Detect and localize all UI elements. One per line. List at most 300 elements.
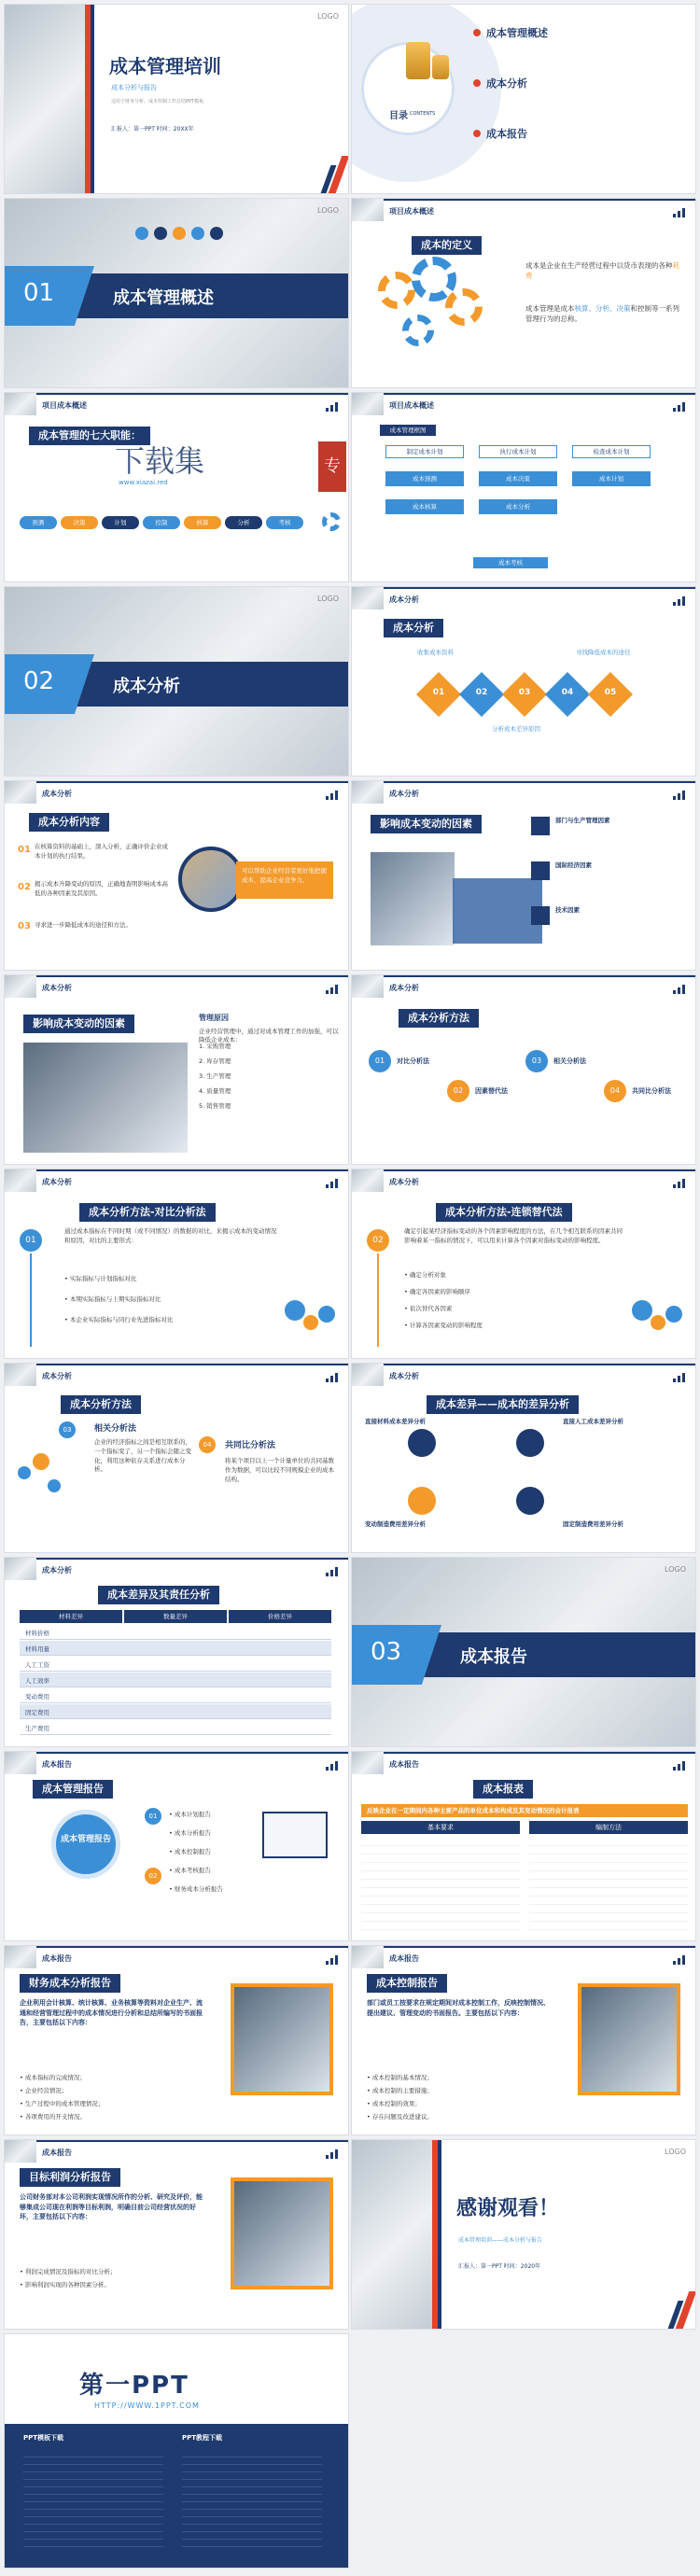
framework-col: 执行成本计划 [479, 445, 557, 458]
profit-bullet: • 利润完成情况及指标的对比分析； [20, 2268, 117, 2275]
report-line: • 成本考核报告 [169, 1867, 211, 1874]
method-num: 03 [525, 1050, 548, 1072]
slide-20-statements[interactable] [351, 1751, 696, 1941]
step-note-2: 寻找降低成本的途径 [576, 649, 631, 656]
cover-desc: 适用于财务分析、成本控制工作总结PPT模板 [111, 99, 204, 105]
toc-item-3[interactable]: 成本报告 [486, 128, 527, 140]
balloon-2 [651, 1315, 665, 1330]
brand-url[interactable]: HTTP://WWW.1PPT.COM [94, 2401, 200, 2410]
table-cell: 生产费用 [25, 1725, 49, 1732]
num-04: 04 [199, 1436, 216, 1453]
header-thumb [352, 781, 384, 804]
framework-cell: 成本预测 [385, 471, 464, 486]
function-step: 核算 [184, 516, 221, 529]
toc-label-en: CONTENTS [410, 111, 436, 117]
slide-header: 成本分析 [42, 984, 72, 992]
mgmt-line: 企业经营管理中，通过对成本管理工作的加强，可以降低企业成本： [199, 1028, 339, 1044]
table-cell: 材料用量 [25, 1645, 49, 1653]
slide-header: 成本分析 [389, 790, 419, 798]
right-head: 编制方法 [529, 1821, 688, 1834]
navy-stripe [438, 2140, 441, 2330]
control-badge: 成本控制报告 [367, 1974, 447, 1993]
slide-25-brand[interactable] [4, 2333, 349, 2569]
header-thumb [352, 393, 384, 415]
report-badge: 成本管理报告 [33, 1780, 113, 1799]
top-rule [5, 781, 348, 783]
top-rule [352, 199, 695, 201]
comparison-body: 通过成本指标在不同时期（或不同情况）的数据的对比，来揭示成本的变动情况和原因，对比的主要形式： [64, 1227, 277, 1244]
watermark-seal: 专业 [318, 441, 346, 492]
table-cell: 人工工资 [25, 1661, 49, 1669]
function-step: 预测 [20, 516, 57, 529]
balloon-1 [18, 1466, 31, 1479]
logo-text: LOGO [665, 2148, 686, 2156]
tablet-photo [23, 1043, 188, 1153]
analysis-badge: 成本分析 [384, 619, 443, 637]
col-a-title: PPT模板下载 [23, 2434, 64, 2442]
table-row [20, 1704, 331, 1719]
slide-header: 成本分析 [42, 1566, 72, 1575]
comparison-bullet: • 本企业实际指标与同行业先进指标对比 [64, 1316, 174, 1323]
header-thumb [352, 1169, 384, 1192]
top-rule [352, 393, 695, 395]
correlation-badge: 成本分析方法 [61, 1395, 141, 1414]
method-label: 共同比分析法 [632, 1087, 671, 1095]
balloon-1 [285, 1300, 305, 1321]
top-rule [5, 1169, 348, 1171]
slide-10-factors[interactable] [351, 780, 696, 971]
balloon-3 [665, 1306, 682, 1323]
step-num: 03 [518, 688, 531, 697]
slide-22-control[interactable] [351, 1945, 696, 2135]
method-2-desc: 将某个项目以上一个计量单位的共同基数作为数据，可以比较不同规模企业的成本结构。 [225, 1457, 334, 1483]
table-cell: 人工效率 [25, 1677, 49, 1685]
slide-header: 成本分析 [389, 595, 419, 604]
framework-cell: 成本核算 [385, 499, 464, 514]
bars-icon [326, 1373, 339, 1382]
header-thumb [352, 1364, 384, 1386]
slide-15-correlation[interactable] [4, 1363, 349, 1553]
slide-header: 成本分析 [389, 1372, 419, 1380]
tablet-photo [578, 1983, 680, 2095]
table-head: 价格差异 [229, 1610, 331, 1623]
thanks-subtitle: 成本管理培训——成本分析与报告 [458, 2237, 543, 2244]
logo-text: LOGO [317, 595, 339, 603]
logo-text: LOGO [317, 12, 339, 21]
top-rule [5, 393, 348, 395]
list-num-1: 01 [145, 1808, 161, 1825]
header-thumb [5, 1558, 36, 1580]
table-cell: 变动费用 [25, 1693, 49, 1701]
chart-icon [135, 227, 148, 240]
watermark-url: www.xiazai.red [119, 479, 168, 486]
financial-bullet: • 成本指标的完成情况； [20, 2074, 86, 2081]
chain-step: • 确定分析对象 [404, 1271, 446, 1279]
gear-icon-blue-2 [402, 315, 434, 346]
slide-5-functions[interactable] [4, 392, 349, 582]
num-03: 03 [59, 1421, 76, 1438]
balloon-3 [318, 1306, 335, 1323]
col-a-links[interactable] [23, 2450, 163, 2553]
header-thumb [352, 1752, 384, 1774]
section-title: 成本管理概述 [113, 288, 214, 308]
financial-body: 企业利用会计核算、统计核算、业务核算等资料对企业生产、流通和经营管理过程中的成本情况进行分析和总结所编写的书面报告，主要包括以下内容： [20, 1999, 203, 2026]
header-thumb [5, 1752, 36, 1774]
item-num-2: 02 [18, 882, 31, 892]
col-b-title: PPT教程下载 [182, 2434, 223, 2442]
slide-18-section-03[interactable] [351, 1557, 696, 1747]
method-num: 01 [369, 1050, 391, 1072]
top-rule [5, 975, 348, 977]
slide-23-profit[interactable] [4, 2139, 349, 2330]
step-num: 04 [561, 688, 574, 697]
timeline [377, 1253, 379, 1347]
profit-bullet: • 影响利润实现的各种因素分析。 [20, 2281, 110, 2289]
slide-13-comparison[interactable] [4, 1169, 349, 1359]
framework-col: 制定成本计划 [385, 445, 464, 458]
report-line: • 财务成本分析报告 [169, 1885, 223, 1893]
content-item-1: 在核算资料的基础上，深入分析，正确评价企业成本计划的执行结果。 [35, 843, 168, 860]
col-b-links[interactable] [182, 2450, 322, 2553]
left-body [361, 1838, 520, 1931]
target-icon [210, 227, 223, 240]
top-rule [352, 1752, 695, 1754]
bars-icon [326, 2149, 339, 2159]
header-thumb [5, 1946, 36, 1968]
framework-bottom: 成本考核 [473, 557, 548, 568]
slide-6-framework[interactable] [351, 392, 696, 582]
header-thumb [5, 393, 36, 415]
function-step: 分析 [225, 516, 262, 529]
framework-cell: 成本决策 [479, 471, 557, 486]
balloon-1 [632, 1300, 652, 1321]
top-rule [352, 975, 695, 977]
people-icon [516, 1429, 544, 1457]
brand-logo: 第一PPT [79, 2372, 189, 2400]
item-num-1: 01 [18, 845, 31, 855]
search-icon [173, 227, 186, 240]
slide-1-cover[interactable] [4, 4, 349, 194]
factor-1: 部门与生产管理因素 [555, 817, 610, 824]
toc-dot-2 [473, 79, 481, 87]
slide-header: 成本分析 [42, 1178, 72, 1186]
definition-para-1: 成本是企业在生产经营过程中以货币表现的各种耗费 [525, 261, 679, 281]
method-label: 对比分析法 [397, 1057, 429, 1065]
statements-badge: 成本报表 [473, 1780, 533, 1799]
slide-header: 项目成本概述 [42, 401, 87, 410]
toc-dot-3 [473, 130, 481, 137]
bars-icon [326, 402, 339, 412]
report-line: • 成本分析报告 [169, 1829, 211, 1837]
balloon-3 [48, 1479, 61, 1492]
navy-stripe [91, 5, 94, 194]
tools-icon [408, 1429, 436, 1457]
bars-icon [673, 596, 686, 606]
bars-icon [673, 1179, 686, 1188]
tablet-photo [231, 2177, 333, 2289]
bars-icon [673, 791, 686, 800]
function-step: 考核 [266, 516, 303, 529]
slide-header: 成本分析 [389, 984, 419, 992]
bars-icon [326, 1761, 339, 1771]
logo-text: LOGO [665, 1565, 686, 1574]
section-num: 03 [371, 1638, 402, 1666]
definition-badge: 成本的定义 [412, 236, 482, 255]
content-card: 可以帮助企业经营者更好地把握成本，提高企业竞争力。 [236, 861, 333, 899]
method-label: 相关分析法 [553, 1057, 586, 1065]
method-1-desc: 企业的经济指标之间是相互联系的，一个指标变了，另一个指标会随之变化，利用这种依存关系进行成本分析。 [94, 1438, 191, 1474]
factor-panel [453, 878, 542, 944]
header-thumb [5, 781, 36, 804]
top-rule [352, 1169, 695, 1171]
table-row [20, 1673, 331, 1687]
toc-item-2[interactable]: 成本分析 [486, 77, 527, 90]
chain-body: 确定引起某经济指标变动的各个因素影响程度的方法，在几个相互联系的因素共同影响着某一指标的情况下，可以用来计算各个因素对指标变动的影响程度。 [404, 1227, 623, 1244]
list-num-2: 02 [145, 1868, 161, 1884]
method-2-title: 共同比分析法 [225, 1441, 276, 1450]
method-num: 01 [20, 1229, 42, 1252]
step-num: 05 [604, 688, 617, 697]
step-num: 02 [475, 688, 488, 697]
slide-header: 项目成本概述 [389, 401, 434, 410]
gear-icon-orange [378, 272, 415, 309]
variance-3: 变动制造费用差异分析 [365, 1520, 426, 1528]
icon-row [135, 227, 229, 244]
chain-badge: 成本分析方法-连锁替代法 [436, 1203, 572, 1222]
bars-icon [673, 1373, 686, 1382]
factor-3: 技术因素 [555, 906, 580, 914]
slide-header: 成本报告 [42, 1954, 72, 1963]
control-body: 部门或员工按要求在规定期间对成本控制工作，反映控制情况、提出建议、管理变动的书面报告。主要包括以下内容： [367, 1999, 550, 2017]
toc-item-1[interactable]: 成本管理概述 [486, 27, 548, 39]
top-rule [352, 1946, 695, 1948]
mgmt-badge: 影响成本变动的因素 [23, 1015, 134, 1033]
table-row [20, 1625, 331, 1640]
slide-16-variance[interactable] [351, 1363, 696, 1553]
slide-19-mgmt-report[interactable] [4, 1751, 349, 1941]
content-item-3: 寻求进一步降低成本的途径和方法。 [35, 921, 132, 929]
comparison-bullet: • 本期实际指标与上期实际指标对比 [64, 1295, 161, 1303]
center-circle: 成本管理报告 [51, 1810, 120, 1879]
top-rule [352, 1364, 695, 1365]
watermark-text: 下载集 [115, 443, 205, 479]
bars-icon [673, 402, 686, 412]
gear-icon [408, 1487, 436, 1515]
bars-icon [326, 791, 339, 800]
item-num-3: 03 [18, 921, 31, 931]
slide-9-content[interactable] [4, 780, 349, 971]
section-num: 01 [23, 279, 55, 307]
step-note-1: 收集成本资料 [417, 649, 454, 656]
function-step: 决策 [61, 516, 98, 529]
coin-photo [178, 847, 244, 912]
factor-icon-1 [531, 817, 550, 835]
financial-bullet: • 各项费用的开支情况。 [20, 2113, 86, 2121]
bars-icon [673, 1955, 686, 1965]
definition-para-2: 成本管理是成本核算、分析、决策和控制等一系列管理行为的总称。 [525, 304, 679, 324]
slide-14-chain[interactable] [351, 1169, 696, 1359]
mgmt-title: 管理原因 [199, 1014, 229, 1022]
timeline [30, 1253, 32, 1347]
variance-2: 直接人工成本差异分析 [563, 1418, 623, 1425]
profit-badge: 目标利润分析报告 [20, 2168, 120, 2187]
chain-step: • 计算各因素变动的影响程度 [404, 1322, 483, 1329]
control-bullet: • 成本控制的效果； [367, 2100, 421, 2107]
gear-icon-orange-2 [445, 288, 483, 326]
method-num: 02 [447, 1080, 469, 1102]
comparison-badge: 成本分析方法-对比分析法 [79, 1203, 216, 1222]
cover-subtitle: 成本分析与报告 [111, 84, 157, 91]
financial-bullet: • 生产过程中的成本管理情况； [20, 2100, 105, 2107]
bars-icon [673, 1761, 686, 1771]
table-head: 数量差异 [124, 1610, 227, 1623]
report-line: • 成本控制报告 [169, 1848, 211, 1855]
factor-icon-3 [531, 906, 550, 925]
content-item-2: 揭示成本升降变动的原因，正确地查明影响成本高低的各种因素及其原因。 [35, 880, 168, 897]
header-thumb [5, 975, 36, 998]
method-num: 04 [604, 1080, 626, 1102]
slide-2-contents[interactable] [351, 4, 696, 194]
framework-col: 检查成本计划 [572, 445, 651, 458]
header-thumb [352, 1946, 384, 1968]
slide-3-section-01[interactable] [4, 198, 349, 388]
control-bullet: • 存在问题及改进建议。 [367, 2113, 433, 2121]
header-thumb [352, 199, 384, 221]
financial-bullet: • 企业经营情况； [20, 2087, 68, 2094]
table-cell: 材料价格 [25, 1630, 49, 1637]
mgmt-line: 3. 生产管理 [199, 1072, 231, 1080]
gear-icon [322, 512, 341, 531]
cover-title: 成本管理培训 [109, 55, 221, 77]
method-1-title: 相关分析法 [94, 1424, 137, 1434]
chain-step: • 依次替代各因素 [404, 1305, 453, 1312]
method-label: 因素替代法 [475, 1087, 508, 1095]
slide-header: 项目成本概述 [389, 207, 434, 216]
cover-photo [5, 5, 85, 194]
table-row [20, 1657, 331, 1672]
top-rule [352, 587, 695, 589]
slide-header: 成本分析 [42, 790, 72, 798]
bars-icon [326, 985, 339, 994]
variance-1: 直接材料成本差异分析 [365, 1418, 426, 1425]
function-step: 计划 [102, 516, 139, 529]
section-title: 成本报告 [460, 1647, 527, 1667]
people-icon [154, 227, 167, 240]
factor-icon-2 [531, 861, 550, 880]
table-row [20, 1720, 331, 1735]
slide-header: 成本报告 [389, 1954, 419, 1963]
top-rule [352, 781, 695, 783]
mgmt-line: 2. 库存管理 [199, 1057, 231, 1065]
step-num: 01 [432, 688, 445, 697]
comparison-bullet: • 实际指标与计划指标对比 [64, 1275, 137, 1282]
coin-stack-icon-2 [432, 55, 449, 79]
profit-body: 公司财务部对本公司利润实现情况所作的分析、研究及评价，能够集成公司现在利润等目标利润，明确目前公司经营状况的好坏，主要包括以下内容： [20, 2193, 203, 2220]
balloon-2 [303, 1315, 318, 1330]
slide-7-section-02[interactable] [4, 586, 349, 777]
chart-icon [516, 1487, 544, 1515]
top-rule [5, 2140, 348, 2142]
responsibility-badge: 成本差异及其责任分析 [98, 1586, 219, 1604]
step-note-3: 分析成本差异原因 [492, 725, 540, 733]
slide-12-methods[interactable] [351, 974, 696, 1165]
header-thumb [5, 1169, 36, 1192]
gear-icon [191, 227, 204, 240]
top-rule [5, 1364, 348, 1365]
mgmt-line: 4. 质量管理 [199, 1087, 231, 1095]
top-rule [5, 1946, 348, 1948]
content-badge: 成本分析内容 [29, 813, 109, 832]
top-rule [5, 1558, 348, 1560]
functions-badge: 成本管理的七大职能： [29, 427, 150, 445]
framework-tag: 成本管理框图 [380, 425, 436, 436]
header-thumb [5, 1364, 36, 1386]
header-thumb [352, 587, 384, 609]
slide-17-responsibility[interactable] [4, 1557, 349, 1747]
factor-2: 国际经济因素 [555, 861, 592, 869]
slide-11-management[interactable] [4, 974, 349, 1165]
toc-dot-1 [473, 29, 481, 36]
control-bullet: • 成本控制的主要措施； [367, 2087, 433, 2094]
tablet-photo [371, 852, 455, 945]
bars-icon [673, 208, 686, 217]
thanks-presenter: 汇报人：第一PPT 时间：2020年 [458, 2263, 541, 2270]
framework-cell: 成本计划 [572, 471, 651, 486]
table-row [20, 1688, 331, 1703]
bars-icon [673, 985, 686, 994]
top-rule [5, 1752, 348, 1754]
left-head: 基本要求 [361, 1821, 520, 1834]
thanks-title: 感谢观看！ [456, 2197, 560, 2220]
slide-header: 成本分析 [42, 1372, 72, 1380]
slide-21-financial[interactable] [4, 1945, 349, 2135]
table-cell: 固定费用 [25, 1709, 49, 1716]
balloon-2 [33, 1453, 49, 1470]
thanks-photo [352, 2140, 432, 2330]
variance-4: 固定制造费用差异分析 [563, 1520, 623, 1528]
toc-label: 目录 [389, 111, 408, 121]
function-step: 控制 [143, 516, 180, 529]
table-row [20, 1641, 331, 1656]
statements-bar: 反映企业在一定期间内各种主要产品的单位成本和构成及其变动情况的会计报表 [361, 1804, 688, 1817]
financial-badge: 财务成本分析报告 [20, 1974, 120, 1993]
chain-step: • 确定各因素的影响顺序 [404, 1288, 470, 1295]
cover-presenter: 汇报人：第一PPT 时间：20XX年 [111, 126, 194, 133]
bars-icon [326, 1567, 339, 1576]
bars-icon [326, 1955, 339, 1965]
slide-4-definition[interactable] [351, 198, 696, 388]
slide-8-analysis-steps[interactable] [351, 586, 696, 777]
report-line: • 成本计划报告 [169, 1811, 211, 1818]
slide-24-thanks[interactable] [351, 2139, 696, 2330]
slide-header: 成本分析 [389, 1178, 419, 1186]
mgmt-line: 5. 销售管理 [199, 1102, 231, 1110]
methods-badge: 成本分析方法 [399, 1009, 479, 1028]
tablet-photo [231, 1983, 333, 2095]
header-thumb [352, 975, 384, 998]
framework-cell: 成本分析 [479, 499, 557, 514]
slide-header: 成本报告 [42, 2149, 72, 2157]
bars-icon [326, 1179, 339, 1188]
variance-badge: 成本差异——成本的差异分析 [427, 1395, 579, 1414]
section-num: 02 [23, 667, 55, 695]
method-num: 02 [367, 1229, 389, 1252]
whiteboard-icon [262, 1812, 328, 1858]
logo-text: LOGO [317, 206, 339, 215]
control-bullet: • 成本控制的基本情况； [367, 2074, 433, 2081]
header-thumb [5, 2140, 36, 2163]
slide-header: 成本报告 [389, 1760, 419, 1769]
